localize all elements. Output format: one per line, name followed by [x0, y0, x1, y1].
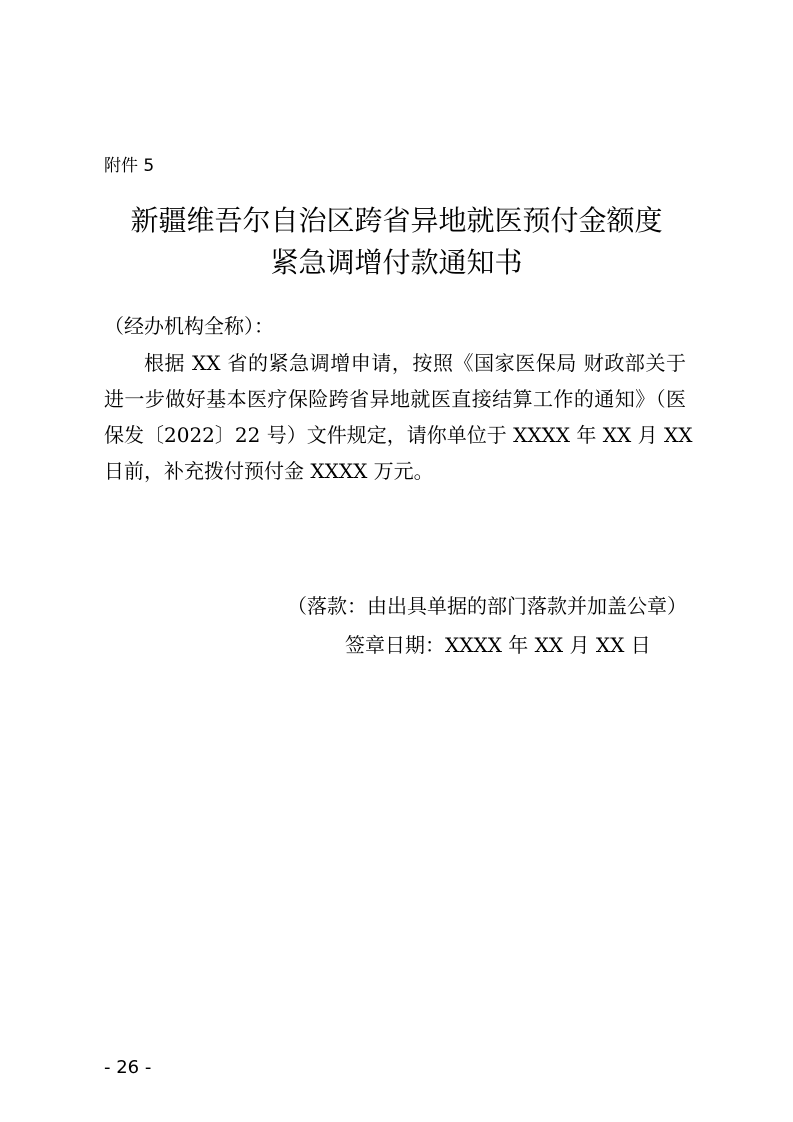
- body-line-1: [104, 345, 686, 381]
- document-number: 22: [234, 423, 261, 447]
- document-title: [0, 200, 793, 284]
- body-text-segment: 〕: [214, 423, 235, 447]
- body-text-segment: 年: [570, 423, 603, 447]
- body-line-2: 进一步做好基本医疗保险跨省异地就医直接结算工作的通知》（医: [104, 387, 686, 411]
- recipient-line: （经办机构全称）：: [104, 314, 274, 338]
- signature-day-placeholder: XX: [595, 633, 625, 657]
- body-text-segment: 根据: [144, 351, 193, 375]
- title-line-2: 紧急调增付款通知书: [270, 246, 523, 279]
- signature-note: （落款：由出具单据的部门落款并加盖公章）: [287, 594, 687, 618]
- signature-month-placeholder: XX: [534, 633, 564, 657]
- body-text-segment: 号）文件规定，请你单位于: [260, 423, 514, 447]
- page-number: - 26 -: [104, 1057, 152, 1078]
- body-text-segment: 省的紧急调增申请，按照《国家医保局 财政部关于: [220, 351, 687, 375]
- title-line-1: 新疆维吾尔自治区跨省异地就医预付金额度: [130, 204, 663, 237]
- amount-placeholder: XXXX: [310, 459, 368, 483]
- signature-day-unit: 日: [624, 633, 651, 657]
- document-year: 2022: [164, 423, 215, 447]
- body-line-3: [104, 417, 693, 453]
- signature-date-label: 签章日期：: [345, 633, 445, 657]
- body-text-segment: 月: [631, 423, 664, 447]
- body-text-segment: 保发〔: [104, 423, 164, 447]
- signature-month-unit: 月: [563, 633, 596, 657]
- signature-date: [345, 631, 651, 659]
- attachment-label: 附件 5: [104, 156, 155, 176]
- body-text-segment: 万元。: [367, 459, 434, 483]
- deadline-year-placeholder: XXXX: [513, 423, 571, 447]
- notice-body: [104, 345, 693, 489]
- body-line-4: [104, 453, 686, 489]
- body-text-segment: 日前，补充拨付预付金: [104, 459, 311, 483]
- deadline-month-placeholder: XX: [602, 423, 632, 447]
- province-placeholder: XX: [192, 351, 221, 375]
- signature-year-unit: 年: [501, 633, 535, 657]
- signature-year-placeholder: XXXX: [445, 633, 502, 657]
- deadline-day-placeholder: XX: [663, 423, 693, 447]
